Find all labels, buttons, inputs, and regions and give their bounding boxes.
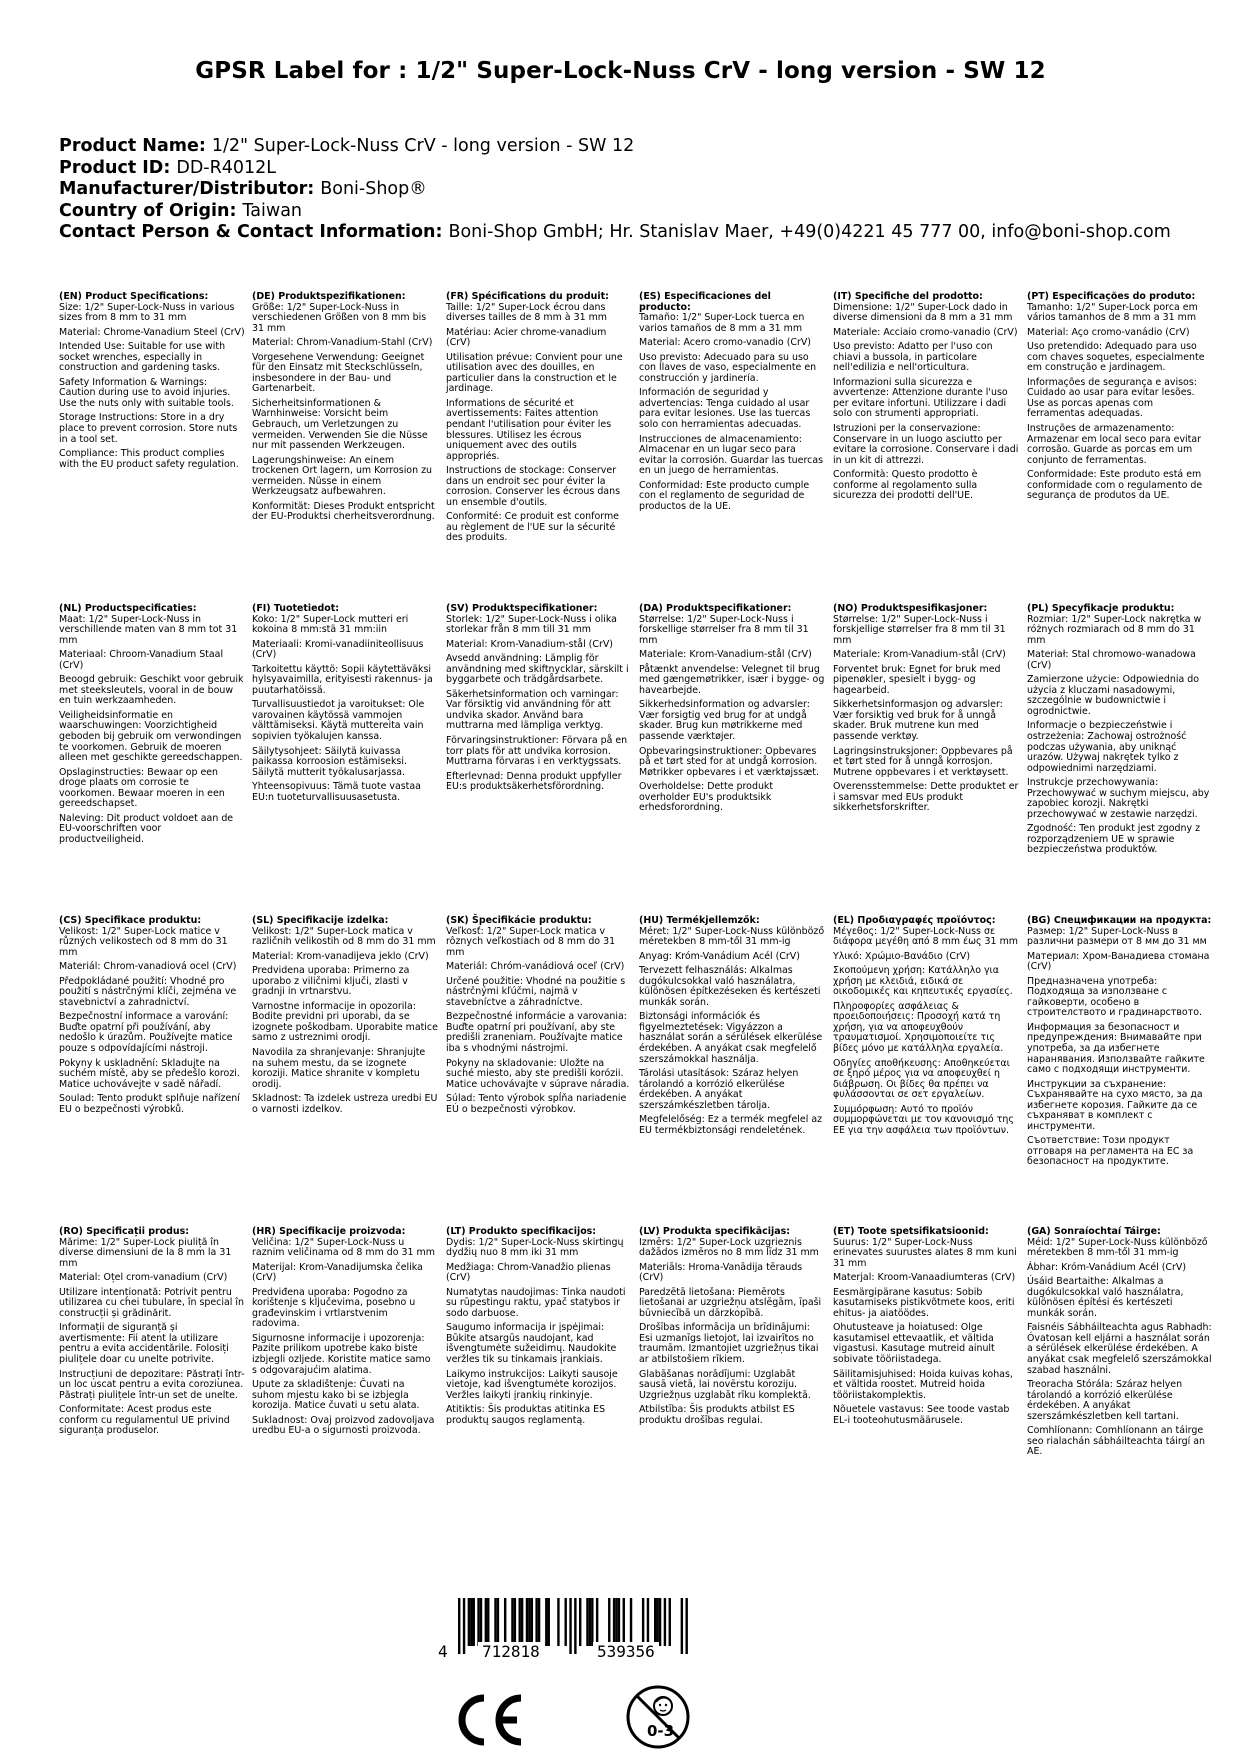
spec-paragraph: Säilitamisjuhised: Hoida kuivas kohas, et vältida roostet. Mutreid hoida tööriistakomplektis. bbox=[833, 1368, 1013, 1401]
barcode-bar bbox=[538, 1598, 540, 1646]
spec-paragraph: Ábhar: Króm-Vanádium Acél (CrV) bbox=[1027, 1261, 1187, 1273]
spec-paragraph: Megfelelőség: Ez a termék megfelel az EU termékbiztonsági rendeletének. bbox=[639, 1114, 823, 1136]
barcode-bar bbox=[514, 1598, 516, 1646]
page-title: GPSR Label for : 1/2" Super-Lock-Nuss CrV - long version - SW 12 bbox=[195, 58, 1046, 84]
spec-paragraph: Compliance: This product complies with the EU product safety regulation. bbox=[59, 448, 239, 470]
spec-section bbox=[1027, 292, 1213, 506]
spec-paragraph: Beoogd gebruik: Geschikt voor gebruik met steeksleutels, vooral in de bouw en tuin werkzaamheden. bbox=[59, 674, 244, 707]
spec-paragraph: Материал: Хром-Ванадиева стомана (CrV) bbox=[1027, 950, 1210, 973]
spec-section-heading: (HR) Specifikacije proizvoda: bbox=[252, 1226, 406, 1237]
spec-section bbox=[59, 292, 245, 474]
spec-paragraph: Anyag: Króm-Vanádium Acél (CrV) bbox=[639, 950, 800, 962]
spec-paragraph: Dydis: 1/2" Super-Lock-Nuss skirtingų dydžių nuo 8 mm iki 31 mm bbox=[446, 1236, 624, 1259]
spec-paragraph: Sikkerhetsinformasjon og advarsler: Vær forsiktig ved bruk for å unngå skader. Bruk mutrene kun med passende verktøy. bbox=[833, 699, 1003, 743]
spec-section-heading: (NL) Productspecificaties: bbox=[59, 603, 197, 614]
barcode-bar bbox=[574, 1598, 576, 1654]
spec-section bbox=[833, 1227, 1019, 1430]
spec-paragraph: Sikkerhedsinformation og advarsler: Vær forsigtig ved brug for at undgå skader. Brug kun møtrikkerne med passende værktøjer. bbox=[639, 699, 810, 743]
spec-section-heading: (PT) Especificações do produto: bbox=[1027, 291, 1196, 302]
spec-paragraph: Atitiktis: Šis produktas atitinka ES produktų saugos reglamentą. bbox=[446, 1404, 606, 1426]
spec-paragraph: Størrelse: 1/2" Super-Lock-Nuss i forskellige størrelser fra 8 mm til 31 mm bbox=[639, 613, 809, 646]
spec-paragraph: Tamaño: 1/2" Super-Lock tuerca en varios tamaños de 8 mm a 31 mm bbox=[639, 312, 805, 334]
spec-paragraph: Material: Chrome-Vanadium Steel (CrV) bbox=[59, 326, 245, 338]
spec-paragraph: Съответствие: Този продукт отговаря на регламента на ЕС за безопасност на продуктите. bbox=[1027, 1135, 1194, 1168]
barcode-bar bbox=[642, 1598, 644, 1646]
spec-paragraph: Pokyny k uskladnění: Skladujte na suchém místě, aby se předešlo korozi. Matice uchovávejte v sadě nářadí. bbox=[59, 1057, 240, 1090]
spec-paragraph: Drošības informācija un brīdinājumi: Esi uzmanīgs lietojot, lai izvairītos no traumām. Izmantojiet uzgriežņus tikai ar atbilstošiem rīkiem. bbox=[639, 1322, 819, 1366]
spec-paragraph: Vorgesehene Verwendung: Geeignet für den Einsatz mit Steckschlüsseln, insbesondere in der Bau- und Gartenarbeit. bbox=[252, 351, 425, 395]
spec-paragraph: Material: Aço cromo-vanádio (CrV) bbox=[1027, 326, 1190, 338]
barcode-bar bbox=[463, 1598, 465, 1654]
spec-paragraph: Σκοπούμενη χρήση: Κατάλληλο για χρήση με κλειδιά, ειδικά σε οικοδομικές και κηπευτικές εργασίες. bbox=[833, 965, 1013, 998]
spec-paragraph: Material: Chrom-Vanadium-Stahl (CrV) bbox=[252, 337, 433, 349]
spec-paragraph: Instruções de armazenamento: Armazenar em local seco para evitar corrosão. Guarde as porcas em um conjunto de ferramentas. bbox=[1027, 423, 1202, 466]
spec-paragraph: Sukladnost: Ovaj proizvod zadovoljava uredbu EU-a o sigurnosti proizvoda. bbox=[252, 1414, 435, 1437]
svg-text:0-3: 0-3 bbox=[647, 1722, 675, 1740]
product-info bbox=[59, 136, 1219, 244]
barcode-bar bbox=[615, 1598, 617, 1646]
spec-section bbox=[446, 1227, 632, 1430]
manufacturer-row bbox=[59, 179, 1219, 201]
contact-row bbox=[59, 222, 1219, 244]
spec-paragraph: Πληροφορίες ασφάλειας & προειδοποιήσεις: Προσοχή κατά τη χρήση, για να αποφευχθούν τραυματισμοί. Χρησιμοποιείτε τις βίδες μόνο με κατάλληλα εργαλεία. bbox=[833, 1000, 1004, 1055]
spec-paragraph: Safety Information & Warnings: Caution during use to avoid injuries. Use the nuts only with suitable tools. bbox=[59, 376, 234, 409]
spec-paragraph: Tárolási utasítások: Száraz helyen tárolandó a korrózió elkerülése érdekében. A anyákat szerszámkészletben tárolja. bbox=[639, 1068, 799, 1111]
contact-label: Contact Person & Contact Information: bbox=[59, 222, 443, 242]
spec-paragraph: Storlek: 1/2" Super-Lock-Nuss i olika storlekar från 8 mm till 31 mm bbox=[446, 613, 617, 636]
spec-paragraph: Material: Oțel crom-vanadium (CrV) bbox=[59, 1272, 228, 1284]
spec-paragraph: Información de seguridad y advertencias: Tenga cuidado al usar para evitar lesiones. Use las tuercas solo con herramientas adecuadas. bbox=[639, 387, 811, 431]
barcode-bar bbox=[526, 1598, 528, 1646]
barcode-lead-digit: 4 bbox=[438, 1642, 448, 1661]
spec-paragraph: Instructions de stockage: Conserver dans un endroit sec pour éviter la corrosion. Conserver les écrous dans un ensemble d'outils. bbox=[446, 465, 620, 508]
barcode-bar bbox=[477, 1598, 479, 1646]
spec-paragraph: Uso previsto: Adatto per l'uso con chiavi a bussola, in particolare nell'edilizia e nell'orticultura. bbox=[833, 341, 993, 374]
spec-paragraph: Velikost: 1/2" Super-Lock matica v različnih velikostih od 8 mm do 31 mm bbox=[252, 925, 436, 948]
product-name-label: Product Name: bbox=[59, 136, 206, 156]
product-name-value: 1/2" Super-Lock-Nuss CrV - long version - SW 12 bbox=[211, 136, 635, 156]
spec-section bbox=[446, 916, 632, 1119]
spec-paragraph: Conformità: Questo prodotto è conforme al regolamento sulla sicurezza dei prodotti dell'UE. bbox=[833, 469, 978, 502]
spec-paragraph: Zgodność: Ten produkt jest zgodny z rozporządzeniem UE w sprawie bezpieczeństwa produktów. bbox=[1027, 823, 1201, 856]
spec-section bbox=[639, 292, 825, 516]
barcode-bar bbox=[528, 1598, 530, 1646]
spec-section bbox=[252, 916, 438, 1119]
spec-section bbox=[1027, 916, 1213, 1172]
country-label: Country of Origin: bbox=[59, 200, 237, 221]
spec-section bbox=[252, 604, 438, 807]
spec-paragraph: Sigurnosne informacije i upozorenja: Pazite prilikom upotrebe kako biste izbjegli ozljede. Koristite matice samo s odgovarajućim alatima. bbox=[252, 1332, 431, 1376]
spec-paragraph: Συμμόρφωση: Αυτό το προϊόν συμμορφώνεται με τον κανονισμό της ΕΕ για την ασφάλεια των προϊόντων. bbox=[833, 1103, 1014, 1136]
spec-paragraph: Materiale: Acciaio cromo-vanadio (CrV) bbox=[833, 326, 1018, 338]
spec-section bbox=[252, 1227, 438, 1441]
spec-paragraph: Konformität: Dieses Produkt entspricht der EU-Produktsi cherheitsverordnung. bbox=[252, 500, 435, 523]
spec-paragraph: Utilisation prévue: Convient pour une utilisation avec des douilles, en particulier dans la construction et le jardinage. bbox=[446, 351, 623, 395]
manufacturer-value: Boni-Shop® bbox=[320, 179, 427, 199]
barcode-bar bbox=[548, 1598, 550, 1646]
ce-mark-icon bbox=[451, 1692, 526, 1748]
barcode-bar bbox=[586, 1598, 588, 1646]
barcode-bar bbox=[470, 1598, 472, 1646]
spec-paragraph: Pokyny na skladovanie: Uložte na suché miesto, aby ste predišli korózii. Matice uchovávajte v súprave náradia. bbox=[446, 1057, 630, 1090]
spec-paragraph: Velikost: 1/2" Super-Lock matice v různých velikostech od 8 mm do 31 mm bbox=[59, 925, 228, 958]
spec-paragraph: Veiligheidsinformatie en waarschuwingen: Voorzichtigheid geboden bij gebruik om verwondingen te voorkomen. Gebruik de moeren alleen met geschikte gereedschappen. bbox=[59, 709, 243, 764]
barcode-bar bbox=[485, 1598, 487, 1646]
spec-section-heading: (HU) Termékjellemzők: bbox=[639, 915, 760, 926]
spec-paragraph: Opbevaringsinstruktioner: Opbevares på et tørt sted for at undgå korrosion. Møtrikker opbevares i et værktøjssæt. bbox=[639, 745, 819, 778]
barcode-bar bbox=[458, 1598, 460, 1654]
spec-paragraph: Biztonsági információk és figyelmeztetések: Vigyázzon a használat során a sérülések elkerülése érdekében. A anyákat csak megfelelő szerszámokkal használja. bbox=[639, 1011, 823, 1065]
spec-paragraph: Størrelse: 1/2" Super-Lock-Nuss i forskjellige størrelser fra 8 mm til 31 mm bbox=[833, 613, 1006, 646]
barcode-bar bbox=[630, 1598, 632, 1646]
barcode-bar bbox=[480, 1598, 482, 1646]
spec-paragraph: Efterlevnad: Denna produkt uppfyller EU:s produktsäkerhetsförordning. bbox=[446, 770, 622, 793]
spec-paragraph: Instrucțiuni de depozitare: Păstrați într-un loc uscat pentru a evita coroziunea. Păstrați piulițele într-un set de unelte. bbox=[59, 1368, 245, 1401]
spec-paragraph: Lagringsinstruksjoner: Oppbevares på et tørt sted for å unngå korrosjon. Mutrene oppbevares i et verktøysett. bbox=[833, 745, 1013, 778]
spec-paragraph: Sicherheitsinformationen & Warnhinweise: Vorsicht beim Gebrauch, um Verletzungen zu vermeiden. Verwenden Sie die Nüsse nur mit passenden Werkzeugen. bbox=[252, 397, 428, 452]
spec-section-heading: (SV) Produktspecifikationer: bbox=[446, 603, 598, 614]
barcode-bar bbox=[618, 1598, 620, 1646]
barcode-bar bbox=[511, 1598, 513, 1646]
spec-section-heading: (RO) Specificații produs: bbox=[59, 1226, 189, 1237]
spec-paragraph: Atbilstība: Šis produkts atbilst ES produktu drošības regulai. bbox=[639, 1404, 795, 1426]
spec-section-heading: (FI) Tuotetiedot: bbox=[252, 603, 340, 614]
spec-paragraph: Materiał: Stal chromowo-wanadowa (CrV) bbox=[1027, 649, 1196, 671]
spec-paragraph: Numatytas naudojimas: Tinka naudoti su rūpestingu raktu, ypač statybos ir sodo darbuose. bbox=[446, 1286, 626, 1319]
spec-paragraph: Veličina: 1/2" Super-Lock-Nuss u raznim veličinama od 8 mm do 31 mm bbox=[252, 1236, 435, 1259]
spec-paragraph: Varnostne informacije in opozorila: Bodite previdni pri uporabi, da se izognete poškodbam. Uporabite matice samo z ustreznimi orodji. bbox=[252, 1000, 438, 1044]
barcode-bar bbox=[589, 1598, 591, 1646]
spec-paragraph: Размер: 1/2" Super-Lock-Nuss в различни размери от 8 мм до 31 мм bbox=[1027, 925, 1207, 948]
spec-paragraph: Turvallisuustiedot ja varoitukset: Ole varovainen käytössä vammojen välttämiseksi. Käytä muttereita vain sopivien työkalujen kanssa. bbox=[252, 699, 425, 743]
spec-paragraph: Påtænkt anvendelse: Velegnet til brug med gængemøtrikker, især i bygge- og havearbejde. bbox=[639, 663, 825, 696]
spec-paragraph: Ohutusteave ja hoiatused: Olge kasutamisel ettevaatlik, et vältida vigastusi. Kasutage mutreid ainult sobivate tööriistadega. bbox=[833, 1322, 995, 1366]
spec-section-heading: (LT) Produkto specifikacijos: bbox=[446, 1226, 597, 1237]
barcode-bars bbox=[438, 1598, 708, 1684]
spec-paragraph: Förvaringsinstruktioner: Förvara på en torr plats för att undvika korrosion. Muttrarna förvaras i en verktygssats. bbox=[446, 735, 628, 768]
barcode-bar bbox=[623, 1598, 625, 1646]
spec-paragraph: Laikymo instrukcijos: Laikyti sausoje vietoje, kad išvengtumėte korozijos. Veržles laikyti įrankių rinkinyje. bbox=[446, 1368, 618, 1401]
barcode-bar bbox=[664, 1598, 666, 1646]
spec-section bbox=[1027, 1227, 1213, 1462]
spec-section-heading: (EL) Προδιαγραφές προϊόντος: bbox=[833, 915, 996, 926]
spec-paragraph: Istruzioni per la conservazione: Conservare in un luogo asciutto per evitare la corrosione. Conservare i dadi in un kit di attrezzi. bbox=[833, 423, 1019, 466]
spec-paragraph: Μέγεθος: 1/2" Super-Lock-Nuss σε διάφορα μεγέθη από 8 mm έως 31 mm bbox=[833, 925, 1018, 948]
spec-paragraph: Informații de siguranță și avertismente: Fii atent la utilizare pentru a evita accidentările. Folosiți piulițele doar cu unelte potrivite. bbox=[59, 1322, 229, 1366]
spec-paragraph: Treoracha Stórála: Száraz helyen tárolandó a korrózió elkerülése érdekében. A anyákat szerszámkészletben kell tartani. bbox=[1027, 1379, 1183, 1422]
spec-paragraph: Súlad: Tento výrobok spĺňa nariadenie EÚ o bezpečnosti výrobkov. bbox=[446, 1093, 627, 1115]
spec-paragraph: Υλικό: Χρώμιο-Βανάδιο (CrV) bbox=[833, 950, 971, 962]
spec-paragraph: Οδηγίες αποθήκευσης: Αποθηκεύεται σε ξηρό μέρος για να αποφευχθεί η διάβρωση. Οι βίδες θα πρέπει να φυλάσσονται σε σετ εργαλείων. bbox=[833, 1057, 1010, 1101]
spec-paragraph: Tamanho: 1/2" Super-Lock porca em vários tamanhos de 8 mm a 31 mm bbox=[1027, 301, 1198, 324]
barcode-bar bbox=[473, 1598, 475, 1646]
spec-section bbox=[59, 916, 245, 1119]
barcode bbox=[438, 1598, 708, 1684]
spec-paragraph: Předpokládané použití: Vhodné pro použití s nástrčnými klíči, zejména ve stavebnictví a zahradnictví. bbox=[59, 975, 237, 1008]
spec-paragraph: Информация за безопасност и предупреждения: Внимавайте при употреба, за да избегнете наранявания. Използвайте гайките само с подходящи инструменти. bbox=[1027, 1021, 1205, 1076]
barcode-bar bbox=[504, 1598, 506, 1646]
spec-paragraph: Instrucciones de almacenamiento: Almacenar en un lugar seco para evitar la corrosión. Guardar las tuercas en un juego de herramientas. bbox=[639, 433, 824, 477]
spec-section bbox=[833, 292, 1019, 506]
barcode-bar bbox=[487, 1598, 489, 1646]
spec-paragraph: Glabāšanas norādījumi: Uzglabāt sausā vietā, lai novērstu koroziju. Uzgriežņus uzglabāt rīku komplektā. bbox=[639, 1368, 811, 1401]
spec-paragraph: Säkerhetsinformation och varningar: Var försiktig vid användning för att undvika skador. Använd bara muttrarna med lämpliga verktyg. bbox=[446, 688, 619, 732]
spec-section-heading: (NO) Produktspesifikasjoner: bbox=[833, 603, 988, 614]
spec-paragraph: Určené použitie: Vhodné na použitie s nástrčnými kľúčmi, najmä v stavebníctve a záhradníctve. bbox=[446, 975, 626, 1008]
barcode-bar bbox=[557, 1598, 559, 1646]
spec-paragraph: Tarkoitettu käyttö: Sopii käytettäväksi hylsyavaimilla, erityisesti rakennus- ja puutarhatöissä. bbox=[252, 663, 433, 696]
spec-paragraph: Naleving: Dit product voldoet aan de EU-voorschriften voor productveiligheid. bbox=[59, 812, 234, 845]
product-name-row bbox=[59, 136, 1219, 158]
barcode-bar bbox=[647, 1598, 649, 1646]
barcode-bar bbox=[468, 1598, 470, 1646]
spec-paragraph: Säilytysohjeet: Säilytä kuivassa paikassa korroosion estämiseksi. Säilytä mutterit työkalusarjassa. bbox=[252, 745, 407, 778]
spec-section-heading: (SL) Specifikacije izdelka: bbox=[252, 915, 389, 926]
spec-paragraph: Upute za skladištenje: Čuvati na suhom mjestu kako bi se izbjegla korozija. Matice čuvati u setu alata. bbox=[252, 1379, 420, 1412]
spec-paragraph: Инструкции за съхранение: Съхранявайте на сухо място, за да избегнете корозия. Гайките да се съхраняват в комплект с инструменти. bbox=[1027, 1078, 1203, 1132]
spec-paragraph: Dimensione: 1/2" Super-Lock dado in diverse dimensioni da 8 mm a 31 mm bbox=[833, 301, 1013, 324]
spec-paragraph: Intended Use: Suitable for use with socket wrenches, especially in construction and gardening tasks. bbox=[59, 341, 226, 374]
spec-paragraph: Materjal: Kroom-Vanaadiumteras (CrV) bbox=[833, 1272, 1016, 1284]
spec-paragraph: Méret: 1/2" Super-Lock-Nuss különböző méretekben 8 mm-től 31 mm-ig bbox=[639, 925, 825, 948]
spec-paragraph: Saugumo informacija ir įspėjimai: Būkite atsargūs naudojant, kad išvengtumėte sužeidimų. Naudokite veržles tik su tinkamais įrankiais. bbox=[446, 1322, 617, 1366]
country-row bbox=[59, 201, 1219, 223]
spec-section-heading: (CS) Specifikace produktu: bbox=[59, 915, 202, 926]
barcode-bar bbox=[497, 1598, 499, 1646]
barcode-bar bbox=[569, 1598, 571, 1654]
spec-section-heading: (FR) Spécifications du produit: bbox=[446, 291, 609, 302]
spec-paragraph: Avsedd användning: Lämplig för användning med skiftnycklar, särskilt i byggarbete och trädgårdsarbete. bbox=[446, 653, 629, 686]
spec-paragraph: Skladnost: Ta izdelek ustreza uredbi EU o varnosti izdelkov. bbox=[252, 1093, 438, 1115]
product-id-value: DD-R4012L bbox=[176, 157, 277, 178]
spec-paragraph: Material: Acero cromo-vanadio (CrV) bbox=[639, 337, 811, 349]
spec-paragraph: Conformitate: Acest produs este conform cu regulamentul UE privind siguranța produselor. bbox=[59, 1404, 230, 1437]
spec-paragraph: Eesmärgipärane kasutus: Sobib kasutamiseks pistikvõtmete koos, eriti ehitus- ja aiatöödes. bbox=[833, 1286, 1015, 1319]
spec-paragraph: Predviđena uporaba: Pogodno za korištenje s ključevima, posebno u građevinskim i vrtlarstvenim radovima. bbox=[252, 1286, 416, 1330]
spec-paragraph: Yhteensopivuus: Tämä tuote vastaa EU:n tuoteturvallisuusasetusta. bbox=[252, 781, 421, 803]
spec-section-heading: (SK) Špecifikácie produktu: bbox=[446, 915, 592, 926]
barcode-bar bbox=[531, 1598, 533, 1646]
spec-paragraph: Navodila za shranjevanje: Shranjujte na suhem mestu, da se izognete koroziji. Matice shranite v kompletu orodij. bbox=[252, 1047, 426, 1090]
spec-paragraph: Bezpečnostní informace a varování: Buďte opatrní při používání, aby nedošlo k úrazům. Používejte matice pouze s odpovídajícími nástroji. bbox=[59, 1011, 233, 1055]
spec-paragraph: Materiál: Chrom-vanadiová ocel (CrV) bbox=[59, 961, 237, 973]
spec-paragraph: Storage Instructions: Store in a dry place to prevent corrosion. Store nuts in a tool set. bbox=[59, 412, 238, 445]
spec-paragraph: Informations de sécurité et avertissements: Faites attention pendant l'utilisation pour éviter les blessures. Utilisez les écrous uniquement avec des outils appropriés. bbox=[446, 397, 612, 462]
spec-paragraph: Materiale: Krom-Vanadium-stål (CrV) bbox=[639, 649, 812, 661]
spec-paragraph: Mărime: 1/2" Super-Lock piuliță în diverse dimensiuni de la 8 mm la 31 mm bbox=[59, 1236, 232, 1269]
barcode-bar bbox=[591, 1598, 593, 1646]
spec-paragraph: Informacje o bezpieczeństwie i ostrzeżenia: Zachowaj ostrożność podczas używania, aby uniknąć urazów. Używaj nakrętek tylko z odpowiednimi narzędziami. bbox=[1027, 720, 1187, 774]
spec-section bbox=[1027, 604, 1213, 860]
spec-paragraph: Lagerungshinweise: An einem trockenen Ort lagern, um Korrosion zu vermeiden. Nüsse in einem Werkzeugsatz aufbewahren. bbox=[252, 454, 433, 498]
spec-paragraph: Uso previsto: Adecuado para su uso con llaves de vaso, especialmente en construcción y jardinería. bbox=[639, 351, 817, 384]
spec-section-heading: (DE) Produktspezifikationen: bbox=[252, 291, 406, 302]
spec-section-heading: (LV) Produkta specifikācijas: bbox=[639, 1226, 790, 1237]
barcode-bar bbox=[685, 1598, 687, 1654]
spec-paragraph: Größe: 1/2" Super-Lock-Nuss in verschiedenen Größen von 8 mm bis 31 mm bbox=[252, 301, 427, 334]
spec-section-heading: (DA) Produktspecifikationer: bbox=[639, 603, 792, 614]
spec-section bbox=[59, 604, 245, 849]
spec-paragraph: Faisnéis Sábháilteachta agus Rabhadh: Óvatosan kell eljárni a használat során a sérülések elkerülése érdekében. A anyákat csak megfelelő szerszámokkal szabad használni. bbox=[1027, 1322, 1212, 1376]
spec-section-heading: (GA) Sonraíochtaí Táirge: bbox=[1027, 1226, 1161, 1237]
spec-paragraph: Materiale: Krom-Vanadium-stål (CrV) bbox=[833, 649, 1006, 661]
spec-paragraph: Izmērs: 1/2" Super-Lock uzgrieznis dažādos izmēros no 8 mm līdz 31 mm bbox=[639, 1236, 819, 1259]
spec-paragraph: Uso pretendido: Adequado para uso com chaves soquetes, especialmente em construção e jardinagem. bbox=[1027, 341, 1205, 374]
spec-section-heading: (EN) Product Specifications: bbox=[59, 291, 209, 302]
spec-paragraph: Maat: 1/2" Super-Lock-Nuss in verschillende maten van 8 mm tot 31 mm bbox=[59, 613, 238, 646]
barcode-bar bbox=[613, 1598, 615, 1646]
spec-section-heading: (BG) Спецификации на продукта: bbox=[1027, 915, 1212, 926]
spec-section bbox=[833, 916, 1019, 1140]
spec-paragraph: Tervezett felhasználás: Alkalmas dugókulcsokkal való használatra, különösen építkezéseken és kertészeti munkák során. bbox=[639, 965, 821, 1008]
barcode-right-digits: 539356 bbox=[593, 1642, 659, 1661]
product-id-row bbox=[59, 158, 1219, 180]
barcode-bar bbox=[656, 1598, 658, 1646]
barcode-bar bbox=[535, 1598, 537, 1646]
barcode-left-digits: 712818 bbox=[478, 1642, 544, 1661]
barcode-bar bbox=[521, 1598, 523, 1646]
spec-section bbox=[639, 604, 825, 818]
barcode-bar bbox=[596, 1598, 598, 1646]
spec-paragraph: Koko: 1/2" Super-Lock mutteri eri kokoina 8 mm:stä 31 mm:iin bbox=[252, 613, 409, 636]
spec-paragraph: Rozmiar: 1/2" Super-Lock nakrętka w różnych rozmiarach od 8 mm do 31 mm bbox=[1027, 613, 1202, 646]
spec-paragraph: Materijal: Krom-Vanadijumska čelika (CrV) bbox=[252, 1261, 423, 1284]
spec-paragraph: Materiaali: Kromi-vanadiiniteollisuus (CrV) bbox=[252, 638, 424, 661]
barcode-bar bbox=[579, 1598, 581, 1646]
spec-paragraph: Conformidad: Este producto cumple con el reglamento de seguridad de productos de la UE. bbox=[639, 479, 810, 512]
spec-paragraph: Overholdelse: Dette produkt overholder EU's produktsikk erhedsforordning. bbox=[639, 781, 774, 814]
spec-section bbox=[252, 292, 438, 527]
spec-section bbox=[639, 916, 825, 1140]
spec-paragraph: Materiāls: Hroma-Vanādija tērauds (CrV) bbox=[639, 1261, 803, 1284]
spec-section-heading: (IT) Specifiche del prodotto: bbox=[833, 291, 983, 302]
spec-paragraph: Overensstemmelse: Dette produktet er i samsvar med EUs produkt sikkerhetsforskrifter. bbox=[833, 781, 1019, 814]
spec-paragraph: Opslaginstructies: Bewaar op een droge plaats om corrosie te voorkomen. Bewaar moeren in een gereedschapset. bbox=[59, 766, 225, 810]
country-value: Taiwan bbox=[242, 200, 303, 221]
spec-paragraph: Materiaal: Chroom-Vanadium Staal (CrV) bbox=[59, 649, 224, 671]
spec-paragraph: Méid: 1/2" Super-Lock-Nuss különböző méretekben 8 mm-től 31 mm-ig bbox=[1027, 1236, 1208, 1259]
spec-paragraph: Предназначена употреба: Подходяща за използване с гайковерти, особено в строителството и градинарството. bbox=[1027, 975, 1202, 1019]
barcode-bar bbox=[519, 1598, 521, 1646]
spec-section bbox=[446, 292, 632, 548]
spec-section-heading: (ES) Especificaciones del producto: bbox=[639, 291, 771, 313]
barcode-bar bbox=[669, 1598, 671, 1646]
spec-paragraph: Comhlíonann: Comhlíonann an táirge seo rialachán sábháilteachta táirgí an AE. bbox=[1027, 1425, 1205, 1458]
spec-paragraph: Forventet bruk: Egnet for bruk med pipenøkler, spesielt i bygg- og hagearbeid. bbox=[833, 663, 1001, 696]
spec-section bbox=[59, 1227, 245, 1441]
spec-paragraph: Suurus: 1/2" Super-Lock-Nuss erinevates suurustes alates 8 mm kuni 31 mm bbox=[833, 1236, 1017, 1269]
spec-paragraph: Utilizare intenționată: Potrivit pentru utilizarea cu chei tubulare, în special în construcții și grădinărit. bbox=[59, 1286, 244, 1319]
spec-paragraph: Bezpečnostné informácie a varovania: Buďte opatrní pri používaní, aby ste predišli zraneniam. Používajte matice iba s vhodnými nástrojmi. bbox=[446, 1011, 627, 1055]
spec-paragraph: Úsáid Beartaithe: Alkalmas a dugókulcsokkal való használatra, különösen építési és kertészeti munkák során. bbox=[1027, 1276, 1184, 1319]
spec-paragraph: Paredzētā lietošana: Piemērots lietošanai ar uzgriežņu atslēgām, īpaši būvniecībā un dārzkopībā. bbox=[639, 1286, 822, 1319]
spec-section-heading: (ET) Toote spetsifikatsioonid: bbox=[833, 1226, 989, 1237]
spec-paragraph: Material: Krom-vanadijeva jeklo (CrV) bbox=[252, 950, 429, 962]
spec-paragraph: Zamierzone użycie: Odpowiednia do użycia z kluczami nasadowymi, szczególnie w budownictwie i ogrodnictwie. bbox=[1027, 674, 1200, 717]
spec-section bbox=[833, 604, 1019, 818]
spec-paragraph: Matériau: Acier chrome-vanadium (CrV) bbox=[446, 326, 607, 349]
manufacturer-label: Manufacturer/Distributor: bbox=[59, 179, 315, 199]
spec-paragraph: Soulad: Tento produkt splňuje nařízení EU o bezpečnosti výrobků. bbox=[59, 1093, 240, 1115]
spec-paragraph: Medžiaga: Chrom-Vanadžio plienas (CrV) bbox=[446, 1261, 611, 1284]
spec-paragraph: Instrukcje przechowywania: Przechowywać w suchym miejscu, aby zapobiec korozji. Nakrętki przechowywać w zestawie narzędzi. bbox=[1027, 777, 1210, 820]
spec-section bbox=[446, 604, 632, 797]
spec-paragraph: Informações de segurança e avisos: Cuidado ao usar para evitar lesões. Use as porcas apenas com ferramentas adequadas. bbox=[1027, 376, 1197, 420]
spec-paragraph: Size: 1/2" Super-Lock-Nuss in various sizes from 8 mm to 31 mm bbox=[59, 301, 235, 324]
contact-value: Boni-Shop GmbH; Hr. Stanislav Maer, +49(0)4221 45 777 00, info@boni-shop.com bbox=[448, 222, 1171, 242]
spec-paragraph: Materiál: Chróm-vanádiová oceľ (CrV) bbox=[446, 961, 625, 973]
spec-paragraph: Taille: 1/2" Super-Lock écrou dans diverses tailles de 8 mm à 31 mm bbox=[446, 301, 607, 324]
spec-paragraph: Predvidena uporaba: Primerno za uporabo z viličnimi ključi, zlasti v gradnji in vrtnarstvu. bbox=[252, 965, 410, 998]
barcode-bar bbox=[545, 1598, 547, 1646]
spec-section-heading: (PL) Specyfikacje produktu: bbox=[1027, 603, 1175, 614]
product-id-label: Product ID: bbox=[59, 157, 171, 178]
spec-paragraph: Nõuetele vastavus: See toode vastab EL-i tooteohutusmäärusele. bbox=[833, 1404, 1010, 1426]
age-warning-icon bbox=[625, 1684, 691, 1750]
spec-paragraph: Conformidade: Este produto está em conformidade com o regulamento de segurança de produtos da UE. bbox=[1027, 469, 1203, 502]
spec-section bbox=[639, 1227, 825, 1430]
barcode-bar bbox=[564, 1598, 566, 1646]
barcode-bar bbox=[659, 1598, 661, 1646]
barcode-bar bbox=[681, 1598, 683, 1654]
barcode-bar bbox=[608, 1598, 610, 1646]
spec-paragraph: Veľkosť: 1/2" Super-Lock matica v rôznych veľkostiach od 8 mm do 31 mm bbox=[446, 925, 616, 958]
spec-paragraph: Informazioni sulla sicurezza e avvertenze: Attenzione durante l'uso per evitare infortuni. Utilizzare i dadi solo con strumenti appropriati. bbox=[833, 376, 1008, 420]
barcode-bar bbox=[494, 1598, 496, 1646]
barcode-bar bbox=[654, 1598, 656, 1646]
spec-paragraph: Conformité: Ce produit est conforme au règlement de l'UE sur la sécurité des produits. bbox=[446, 511, 619, 544]
spec-paragraph: Material: Krom-Vanadium-stål (CrV) bbox=[446, 638, 613, 650]
